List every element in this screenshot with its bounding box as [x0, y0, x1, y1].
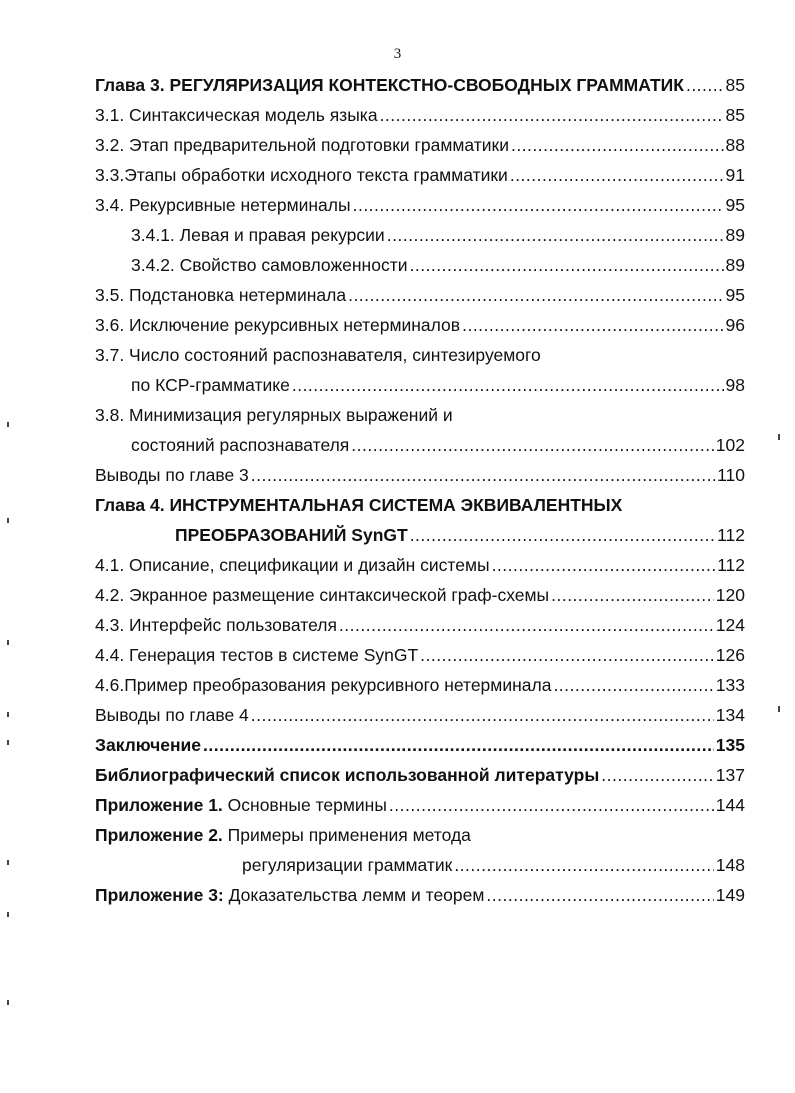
toc-entry-page: 112: [717, 555, 745, 575]
dot-leader: [389, 790, 714, 820]
toc-entry-title: Доказательства лемм и теорем: [223, 885, 485, 905]
toc-entry-title: 3.1. Синтаксическая модель языка: [95, 105, 378, 125]
scan-speck: [778, 434, 780, 440]
dot-leader: [387, 220, 724, 250]
toc-entry-title: 3.8. Минимизация регулярных выражений и: [95, 405, 453, 425]
toc-entry-3-3[interactable]: [95, 160, 745, 190]
dot-leader: [251, 460, 715, 490]
dot-leader: [462, 310, 723, 340]
toc-entry-chapter-4-line2[interactable]: [95, 520, 745, 550]
toc-entry-prefix: Приложение 1.: [95, 795, 223, 815]
toc-entry-page: 85: [725, 105, 745, 125]
scan-speck: [7, 912, 9, 917]
toc-entry-page: 124: [715, 615, 745, 635]
scan-speck: [778, 706, 780, 712]
dot-leader: [251, 700, 714, 730]
toc-entry-3-2[interactable]: [95, 130, 745, 160]
toc-entry-appendix-3[interactable]: [95, 880, 745, 910]
dot-leader: [420, 640, 714, 670]
toc-entry-title: 4.6.Пример преобразования рекурсивного нетерминала: [95, 675, 552, 695]
toc-entry-page: 89: [725, 225, 745, 245]
dot-leader: [410, 520, 715, 550]
toc-entry-3-4-1[interactable]: [95, 220, 745, 250]
toc-entry-conclusions-4[interactable]: [95, 700, 745, 730]
toc-entry-conclusion[interactable]: [95, 730, 745, 760]
toc-entry-title: 3.7. Число состояний распознавателя, синтезируемого: [95, 345, 541, 365]
toc-entry-3-4[interactable]: [95, 190, 745, 220]
toc-entry-title: Библиографический список использованной литературы: [95, 765, 600, 785]
scan-speck: [7, 712, 9, 717]
toc-entry-chapter-3[interactable]: [95, 70, 745, 100]
toc-entry-chapter-4-line1[interactable]: [95, 490, 745, 520]
toc-entry-page: 95: [725, 285, 745, 305]
toc-entry-title: Выводы по главе 3: [95, 465, 249, 485]
toc-entry-title: Заключение: [95, 735, 202, 755]
dot-leader: [353, 190, 724, 220]
dot-leader: [409, 250, 723, 280]
toc-entry-4-4[interactable]: [95, 640, 745, 670]
scan-speck: [7, 518, 9, 523]
toc-entry-page: 120: [715, 585, 745, 605]
toc-entry-title: 4.3. Интерфейс пользователя: [95, 615, 337, 635]
toc-entry-4-2[interactable]: [95, 580, 745, 610]
dot-leader: [553, 670, 713, 700]
dot-leader: [551, 580, 714, 610]
toc-entry-appendix-2-line2[interactable]: [95, 850, 745, 880]
toc-entry-prefix: Приложение 2.: [95, 825, 223, 845]
toc-entry-page: 112: [717, 525, 745, 545]
toc-entry-page: 91: [725, 165, 745, 185]
toc-entry-3-4-2[interactable]: [95, 250, 745, 280]
toc-entry-3-8-line1[interactable]: [95, 400, 745, 430]
scan-speck: [7, 1000, 9, 1005]
toc-entry-page: 149: [715, 885, 745, 905]
toc-entry-title: ПРЕОБРАЗОВАНИЙ SynGT: [175, 525, 408, 545]
toc-entry-4-1[interactable]: [95, 550, 745, 580]
toc-entry-title: по КСР-грамматике: [131, 375, 290, 395]
toc-entry-title: 4.2. Экранное размещение синтаксической граф-схемы: [95, 585, 550, 605]
toc-entry-page: 102: [715, 435, 745, 455]
toc-entry-title: состояний распознавателя: [131, 435, 350, 455]
dot-leader: [292, 370, 724, 400]
dot-leader: [351, 430, 714, 460]
toc-entry-page: 98: [725, 375, 745, 395]
toc-entry-title: 3.6. Исключение рекурсивных нетерминалов: [95, 315, 461, 335]
toc-entry-3-5[interactable]: [95, 280, 745, 310]
toc-entry-title: 4.4. Генерация тестов в системе SynGT: [95, 645, 419, 665]
toc-entry-bibliography[interactable]: [95, 760, 745, 790]
toc-entry-3-6[interactable]: [95, 310, 745, 340]
dot-leader: [492, 550, 716, 580]
dot-leader: [203, 730, 714, 760]
toc-entry-page: 85: [725, 75, 745, 95]
toc-entry-title: Основные термины: [222, 795, 387, 815]
dot-leader: [601, 760, 714, 790]
dot-leader: [686, 70, 724, 100]
toc-entry-page: 110: [717, 465, 745, 485]
toc-entry-title: 3.2. Этап предварительной подготовки грамматики: [95, 135, 509, 155]
dot-leader: [486, 880, 713, 910]
toc-entry-appendix-2-line1[interactable]: [95, 820, 745, 850]
toc-entry-3-1[interactable]: [95, 100, 745, 130]
dot-leader: [510, 160, 724, 190]
scan-speck: [7, 422, 9, 427]
toc-entry-4-3[interactable]: [95, 610, 745, 640]
scan-artifacts: [5, 0, 15, 1093]
toc-entry-title: 3.4.2. Свойство самовложенности: [131, 255, 408, 275]
toc-entry-page: 88: [725, 135, 745, 155]
toc-entry-title: 3.4. Рекурсивные нетерминалы: [95, 195, 351, 215]
toc-entry-page: 133: [715, 675, 745, 695]
dot-leader: [348, 280, 723, 310]
toc-entry-appendix-1[interactable]: [95, 790, 745, 820]
dot-leader: [511, 130, 724, 160]
toc-entry-title: РЕГУЛЯРИЗАЦИЯ КОНТЕКСТНО-СВОБОДНЫХ ГРАММАТИК: [164, 75, 684, 95]
toc-entry-title: Выводы по главе 4: [95, 705, 249, 725]
toc-entry-page: 148: [715, 855, 745, 875]
toc-entry-title: Примеры применения метода: [222, 825, 471, 845]
dot-leader: [339, 610, 714, 640]
table-of-contents: [95, 70, 745, 910]
toc-entry-page: 144: [715, 795, 745, 815]
toc-entry-page: 137: [715, 765, 745, 785]
toc-entry-prefix: Глава 3.: [95, 75, 165, 95]
scan-speck: [7, 640, 9, 645]
toc-entry-page: 135: [715, 735, 745, 755]
toc-entry-prefix: Приложение 3:: [95, 885, 224, 905]
toc-entry-page: 95: [725, 195, 745, 215]
toc-entry-page: 134: [715, 705, 745, 725]
toc-entry-4-6[interactable]: [95, 670, 745, 700]
toc-entry-title: Глава 4. ИНСТРУМЕНТАЛЬНАЯ СИСТЕМА ЭКВИВАЛЕНТНЫХ: [95, 495, 623, 515]
toc-entry-title: 3.5. Подстановка нетерминала: [95, 285, 347, 305]
page-number: 3: [393, 46, 402, 62]
toc-entry-page: 126: [715, 645, 745, 665]
dot-leader: [380, 100, 724, 130]
toc-entry-3-8-line2[interactable]: [95, 430, 745, 460]
toc-entry-title: 3.3.Этапы обработки исходного текста грамматики: [95, 165, 508, 185]
toc-entry-page: 96: [725, 315, 745, 335]
toc-entry-title: регуляризации грамматик: [242, 855, 453, 875]
scan-speck: [7, 740, 9, 745]
toc-entry-page: 89: [725, 255, 745, 275]
scan-speck: [7, 860, 9, 865]
toc-entry-title: 3.4.1. Левая и правая рекурсии: [131, 225, 385, 245]
toc-entry-title: 4.1. Описание, спецификации и дизайн системы: [95, 555, 490, 575]
toc-entry-3-7-line1[interactable]: [95, 340, 745, 370]
toc-entry-3-7-line2[interactable]: [95, 370, 745, 400]
dot-leader: [454, 850, 713, 880]
toc-entry-conclusions-3[interactable]: [95, 460, 745, 490]
